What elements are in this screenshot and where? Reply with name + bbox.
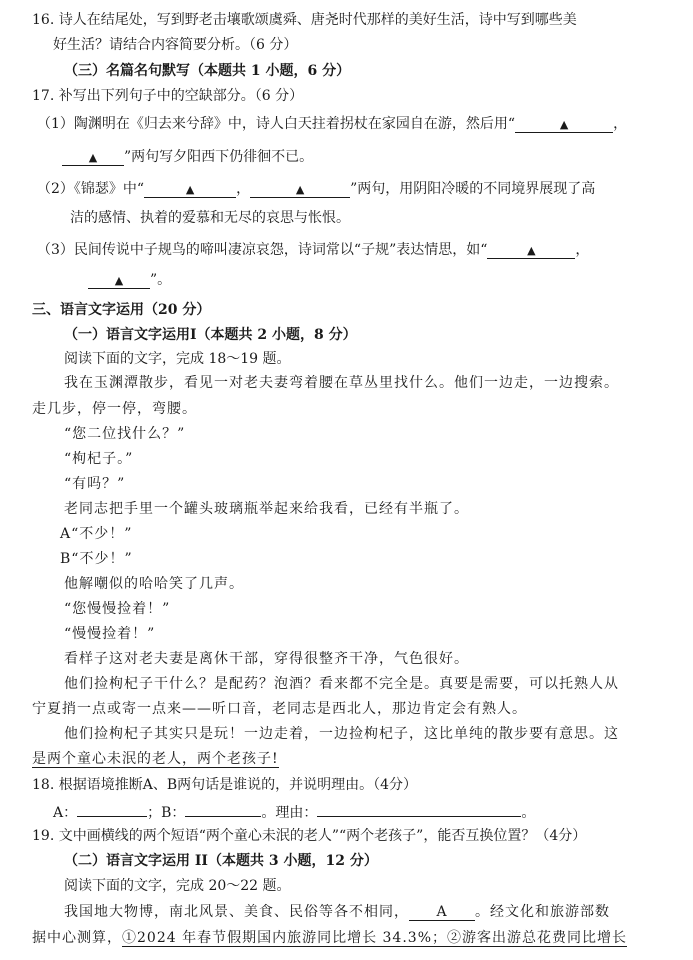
q16-line1: 16. 诗人在结尾处，写到野老击壤歌颂虞舜、唐尧时代那样的美好生活，诗中写到哪些美 xyxy=(32,12,577,28)
q17-part3-line2 xyxy=(88,270,171,290)
blank-a-letter: A xyxy=(436,904,448,920)
q17-part2-text-a: （2）《锦瑟》中“ xyxy=(37,181,145,197)
q18-reason-label: 。理由： xyxy=(261,805,318,821)
underlined-phrases: 是两个童心未泯的老人，两个老孩子! xyxy=(32,751,279,767)
passage2-blank-a[interactable] xyxy=(409,905,475,921)
blank-triangle-icon: ▲ xyxy=(559,118,569,131)
reading-instruction-1: 阅读下面的文字，完成 18～19 题。 xyxy=(64,351,291,367)
passage-underlined-line xyxy=(32,749,279,769)
reading-instruction-2: 阅读下面的文字，完成 20～22 题。 xyxy=(64,878,291,894)
passage-line: “慢慢捡着！” xyxy=(64,626,156,642)
passage-line: 他解嘲似的哈哈笑了几声。 xyxy=(64,576,244,592)
passage-line: “您慢慢捡着！” xyxy=(64,601,171,617)
q17-part2-line1 xyxy=(37,179,595,199)
answer-blank[interactable] xyxy=(487,243,575,259)
q18-a-label: A： xyxy=(53,805,78,821)
passage2-text-c: 据中心测算， xyxy=(32,930,122,946)
q19-title: 19. 文中画横线的两个短语“两个童心未泯的老人”“两个老孩子”，能否互换位置？（4分） xyxy=(32,828,587,844)
passage2-line1 xyxy=(64,902,610,922)
subsection-heading-2: （二）语言文字运用 II（本题共 3 小题，12 分） xyxy=(64,853,378,869)
q17-part2-comma: ， xyxy=(236,181,251,197)
blank-triangle-icon: ▲ xyxy=(295,183,305,196)
answer-blank[interactable] xyxy=(250,182,350,198)
q18-title: 18. 根据语境推断A、B两句话是谁说的，并说明理由。（4分） xyxy=(32,777,418,793)
q18-b-blank[interactable] xyxy=(185,801,261,817)
passage2-line2 xyxy=(32,928,627,948)
passage-line: “枸杞子。” xyxy=(64,451,134,467)
q18-answer-line xyxy=(53,801,535,823)
passage-line: “您二位找什么？” xyxy=(64,426,186,442)
q17-part2-text-c: ”两句，用阴阳冷暖的不同境界展现了高 xyxy=(350,181,596,197)
part-heading-language: 三、语言文字运用（20 分） xyxy=(32,302,211,318)
passage2-text: 我国地大物博，南北风景、美食、民俗等各不相同， xyxy=(64,904,409,920)
passage-line: 他们捡枸杞子其实只是玩！一边走着，一边捡枸杞子，这比单纯的散步要有意思。这 xyxy=(64,726,619,742)
blank-triangle-icon: ▲ xyxy=(527,244,536,257)
blank-triangle-icon: ▲ xyxy=(88,151,98,164)
passage-line: 我在玉渊潭散步，看见一对老夫妻弯着腰在草丛里找什么。他们一边走，一边搜索。 xyxy=(64,375,619,391)
q17-part1-text2: ”两句写夕阳西下仍徘徊不已。 xyxy=(124,149,314,165)
passage-line: 走几步，停一停，弯腰。 xyxy=(32,401,197,417)
q17-part1-text: （1）陶渊明在《归去来兮辞》中，诗人白天拄着拐杖在家园自在游，然后用“ xyxy=(37,116,516,132)
passage-line: B“不少！” xyxy=(60,551,133,567)
passage-line: A“不少！” xyxy=(60,526,133,542)
answer-blank[interactable] xyxy=(62,150,124,166)
q18-reason-blank[interactable] xyxy=(317,801,521,817)
passage-line: 他们捡枸杞子干什么？是配药？泡酒？看来都不完全是。真要是需要，可以托熟人从 xyxy=(64,676,619,692)
section-heading-recitation: （三）名篇名句默写（本题共 1 小题，6 分） xyxy=(64,63,351,79)
q17-part3-line1 xyxy=(37,240,589,260)
subsection-heading-1: （一）语言文字运用Ⅰ（本题共 2 小题，8 分） xyxy=(64,327,357,343)
q17-part3-text: （3）民间传说中子规鸟的啼叫凄凉哀怨，诗词常以“子规”表达情思，如“ xyxy=(37,242,488,258)
blank-triangle-icon: ▲ xyxy=(114,274,124,287)
q18-a-blank[interactable] xyxy=(77,801,147,817)
blank-triangle-icon: ▲ xyxy=(185,183,195,196)
passage2-underlined: ①2024 年春节假期国内旅游同比增长 34.3%；②游客出游总花费同比增长 xyxy=(122,930,628,946)
answer-blank[interactable] xyxy=(144,182,236,198)
answer-blank[interactable] xyxy=(88,273,150,289)
q18-b-label: ；B： xyxy=(147,805,186,821)
answer-blank[interactable] xyxy=(515,117,613,133)
passage-line: 看样子这对老夫妻是离休干部，穿得很整齐干净，气色很好。 xyxy=(64,651,469,667)
q18-end: 。 xyxy=(521,805,536,821)
passage-line: 老同志把手里一个罐头玻璃瓶举起来给我看，已经有半瓶了。 xyxy=(64,501,469,517)
q17-part1-line1: （1）陶渊明在《归去来兮辞》中，诗人白天拄着拐杖在家园自在游，然后用“ ▲ ， xyxy=(37,116,628,132)
q16-line2: 好生活？请结合内容简要分析。（6 分） xyxy=(53,37,298,53)
q17-title: 17. 补写出下列句子中的空缺部分。（6 分） xyxy=(32,88,304,104)
passage2-text-b: 。经文化和旅游部数 xyxy=(475,904,610,920)
q17-part3-close: ”。 xyxy=(150,272,172,288)
q17-part2-line2: 洁的感情、执着的爱慕和无尽的哀思与怅恨。 xyxy=(70,210,350,226)
q17-part3-comma: ， xyxy=(575,242,590,258)
passage-line: “有吗？” xyxy=(64,476,126,492)
q17-part1-line2 xyxy=(62,147,313,167)
passage-line: 宁夏捎一点或寄一点来——听口音，老同志是西北人，那边肯定会有熟人。 xyxy=(32,701,527,717)
